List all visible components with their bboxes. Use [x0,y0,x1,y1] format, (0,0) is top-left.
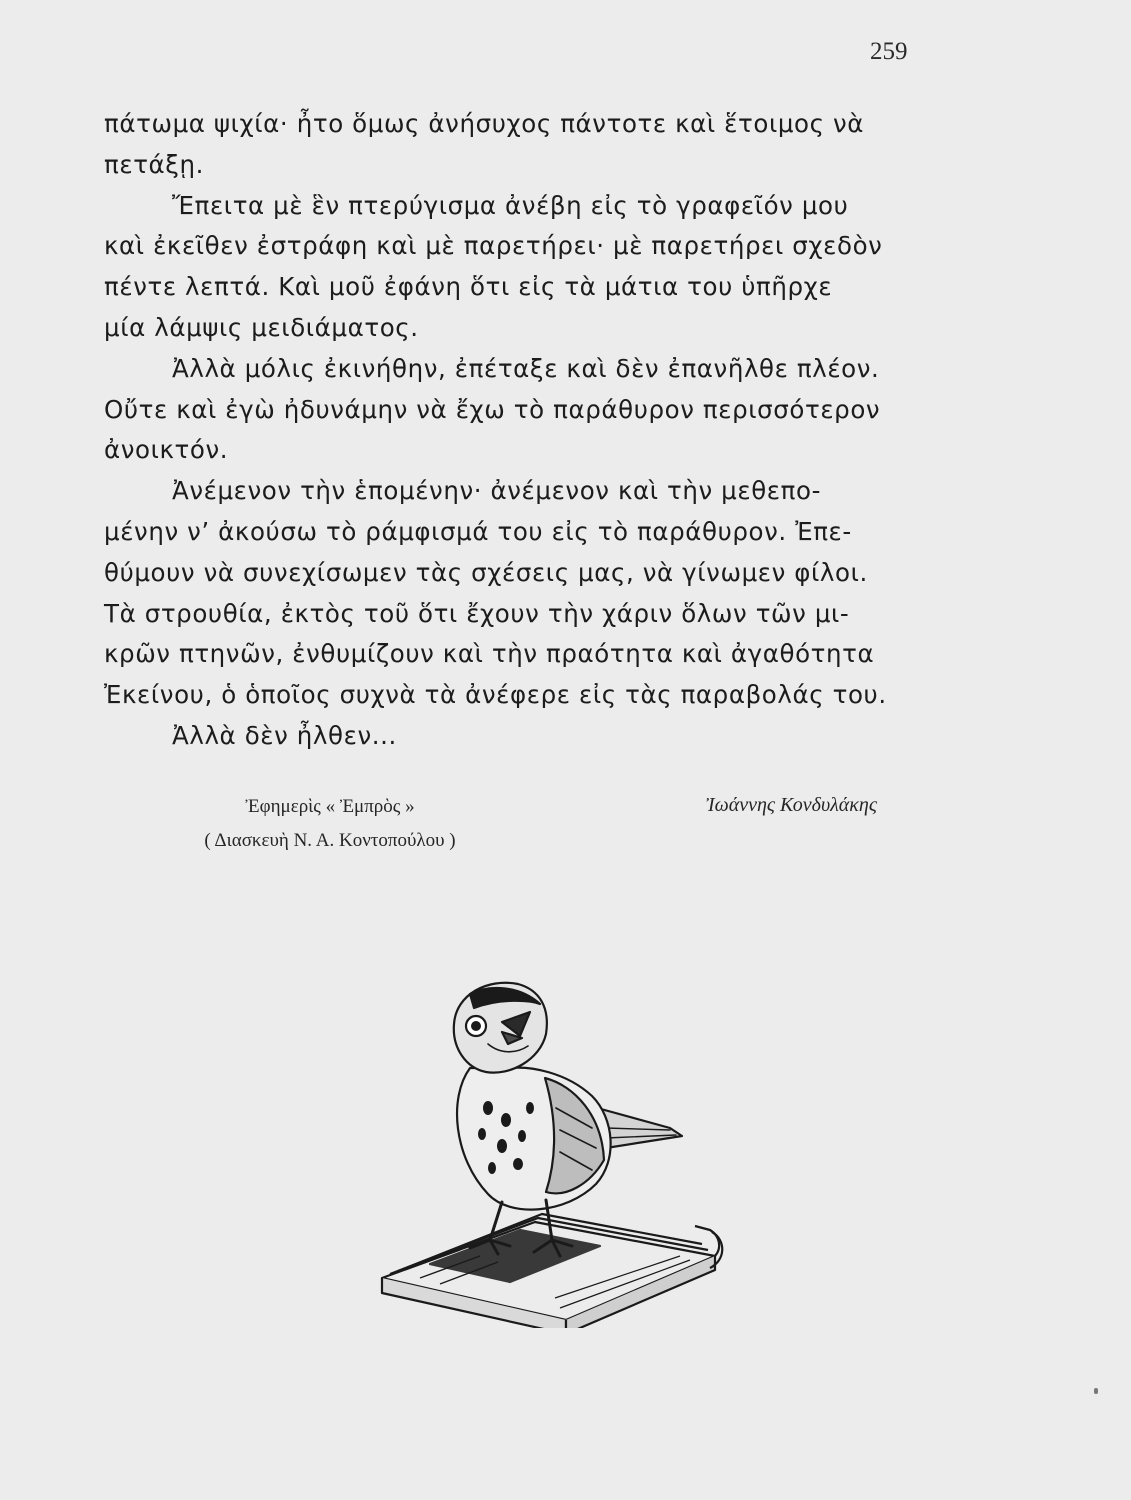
text-line: θύμουν νὰ συνεχίσωμεν τὰς σχέσεις μας, νὰ γίνωμεν φίλοι. [104,557,868,587]
text-line: Ἀνέμενον τὴν ἑπομένην· ἀνέμενον καὶ τὴν μεθεπο- [172,476,822,506]
source-adaptation: ( Διασκευὴ Ν. Α. Κοντοπούλου ) [204,830,456,851]
body-text [104,104,964,757]
text-line: Ἀλλὰ μόλις ἐκινήθην, ἐπέταξε καὶ δὲν ἐπανῆλθε πλέον. [172,353,880,383]
text-line: Τὰ στρουθία, ἐκτὸς τοῦ ὅτι ἔχουν τὴν χάριν ὅλων τῶν μι- [104,598,850,628]
text-line: μία λάμψις μειδιάματος. [104,312,419,342]
text-line: καὶ ἐκεῖθεν ἐστράφη καὶ μὲ παρετήρει· μὲ παρετήρει σχεδὸν [104,231,883,261]
text-line: πέντε λεπτά. Καὶ μοῦ ἐφάνη ὅτι εἰς τὰ μάτια του ὑπῆρχε [104,272,833,302]
text-line: ἀνοικτόν. [104,435,229,465]
text-line: Ἀλλὰ δὲν ἦλθεν... [172,720,397,750]
sparrow-icon [454,983,682,1256]
text-line: Ἔπειτα μὲ ἓν πτερύγισμα ἀνέβη εἰς τὸ γραφεῖόν μου [172,190,849,220]
page-number: 259 [870,38,908,65]
author-signature: Ἰωάννης Κονδυλάκης [706,794,877,816]
source-newspaper: Ἐφημερὶς « Ἐμπρὸς » [245,796,415,817]
text-line: πάτωμα ψιχία· ἦτο ὅμως ἀνήσυχος πάντοτε καὶ ἕτοιμος νὰ [104,109,865,138]
paper-speck [1094,1388,1098,1394]
text-line: πετάξῃ. [104,149,205,179]
source-citation [140,790,520,858]
sparrow-on-book-illustration [370,978,730,1328]
text-line: μένην ν’ ἀκούσω τὸ ράμφισμά του εἰς τὸ παράθυρον. Ἐπε- [104,516,852,546]
text-line: Ἐκείνου, ὁ ὁποῖος συχνὰ τὰ ἀνέφερε εἰς τὰς παραβολάς του. [104,680,887,710]
text-line: Οὔτε καὶ ἐγὼ ἠδυνάμην νὰ ἔχω τὸ παράθυρον περισσότερον [104,394,881,424]
text-line: κρῶν πτηνῶν, ἐνθυμίζουν καὶ τὴν πραότητα καὶ ἀγαθότητα [104,639,875,669]
